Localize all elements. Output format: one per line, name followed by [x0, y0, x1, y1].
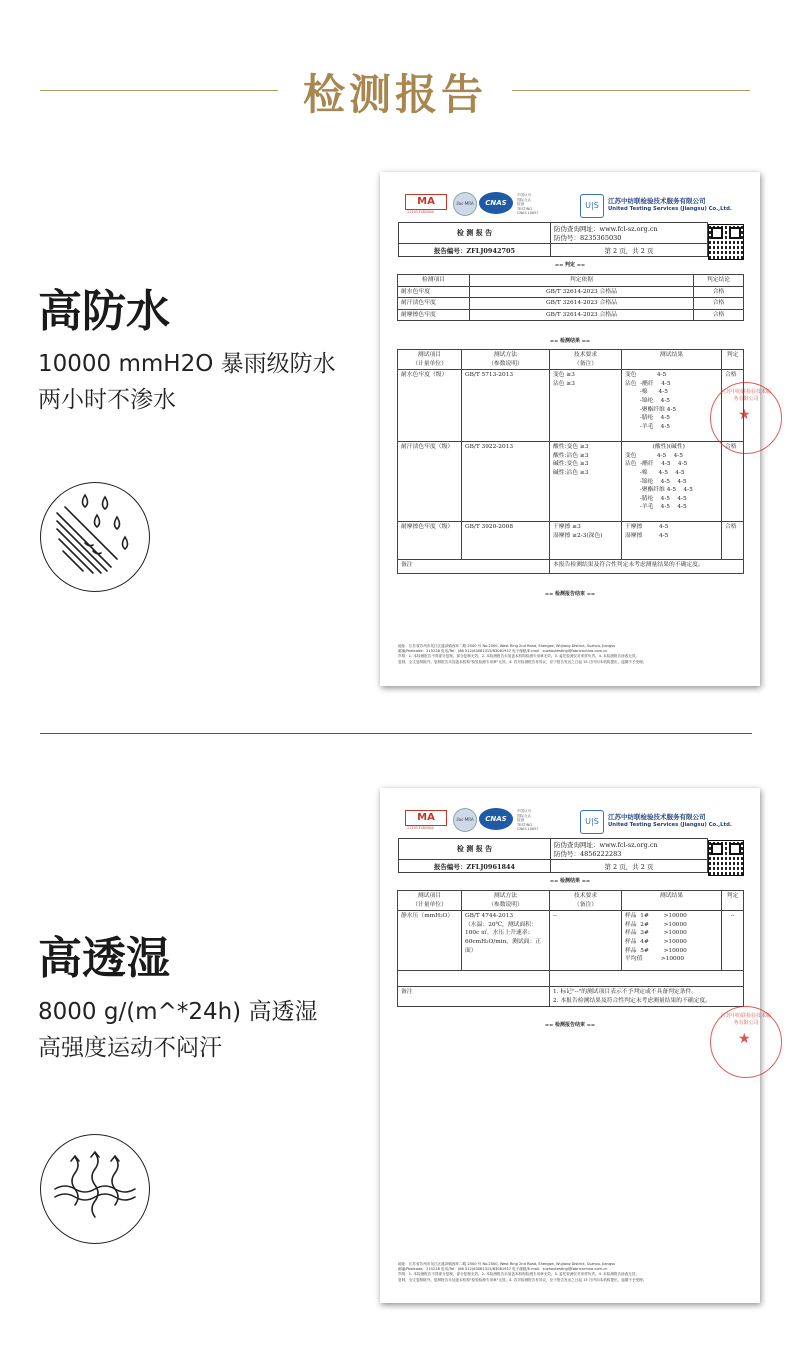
stamp-text: 江苏中纺联检验技术服务有限公司 [720, 389, 771, 402]
table-cell: 合格 [694, 286, 744, 298]
table-cell: -- [550, 911, 622, 971]
desc-line: 10000 mmH2O 暴雨级防水 [38, 351, 336, 377]
results-table [397, 349, 744, 574]
table-header: 判定结论 [694, 275, 744, 287]
table-header: 测试结果 [622, 891, 722, 911]
ma-number: 221011340566 [407, 210, 434, 214]
remark-line: 2. 本报告检测结果及符合性判定未考虑测量结果的不确定度。 [553, 997, 712, 1004]
table-cell: GB/T 3920-2008 [462, 522, 550, 560]
qr-code [708, 840, 744, 876]
table-row [398, 911, 744, 971]
report-header-table [398, 222, 708, 257]
anti-fake-number: 防伪号：4856222283 [554, 850, 622, 858]
table-cell: 合格 [722, 442, 744, 522]
table-cell: GB/T 3922-2013 [462, 442, 550, 522]
page-number: 第 2 页，共 2 页 [551, 244, 708, 257]
anti-fake-number: 防伪号：8235365030 [554, 234, 622, 242]
qr-code [708, 224, 744, 260]
table-row [398, 298, 744, 310]
table-cell: 样品 1# >10000 样品 2# >10000 样品 3# >10000 样品 4# >10000 样品 5# >10000 平均值 >10000 [622, 911, 722, 971]
official-stamp [710, 1006, 782, 1078]
ilac-mra-logo: ilac-MRA [453, 808, 477, 832]
query-site [551, 839, 708, 860]
results-separator: == 检测结果 == [549, 338, 591, 344]
table-cell: 合格 [694, 298, 744, 310]
ma-logo: MA [405, 810, 447, 826]
page-title: 检测报告 [302, 70, 487, 119]
table-header: 测试项目 （计量单位） [398, 891, 462, 911]
cnas-small-text: 中国认可 国际互认 检测 TESTING CNAS L0657 [517, 809, 539, 831]
table-header: 测试结果 [622, 350, 722, 370]
table-cell: 变色 ≥3 沾色 ≥3 [550, 370, 622, 442]
test-report-2 [380, 788, 771, 1303]
table-row [398, 370, 744, 442]
table-header-row [398, 891, 744, 911]
remark-label: 备注 [398, 987, 550, 1007]
footer-line: 邮编/Postcode：215228 电话/Tel：(86 512)63081315/63081937 电子邮箱/E-mail：suzhoutesting@fabricschina.com.cn [398, 1267, 608, 1272]
table-header: 测试方法 （参数说明） [462, 350, 550, 370]
cnas-logo: CNAS [479, 192, 513, 214]
footer-line: 声明：1. 本检测报告不得部分复制，部分复制无效。2. 本检测报告未加盖本机构检测专用章无效。3. 委托检测仅对来样负责。4. 本检测报告涂改无效。 [398, 1272, 640, 1277]
stamp-text: 江苏中纺联检验技术服务有限公司 [720, 1013, 771, 1026]
section-desc-waterproof [38, 346, 378, 418]
query-site [551, 223, 708, 244]
remark-row [398, 987, 744, 1007]
report-number: 报告编号：ZFLJ0942705 [399, 244, 551, 257]
table-cell: 耐汗渍色牢度（级） [398, 442, 462, 522]
footer-line: 地址：江苏省苏州市吴江区盛泽镇西环二路 2500 号 No.2500, West Ring 2nd Road, Shengze, Wujiang District, Suzhou, Jiangsu [398, 644, 616, 648]
desc-line: 两小时不渗水 [38, 387, 176, 413]
table-cell: GB/T 5713-2013 [462, 370, 550, 442]
table-cell: 变色 4-5 沾色 -醋纤 4-5 -棉 4-5 -锦纶 4-5 -聚酯纤维 4-5 -腈纶 4-5 -羊毛 4-5 [622, 370, 722, 442]
section-divider [40, 733, 752, 734]
table-header: 测试方法 （参数说明） [462, 891, 550, 911]
desc-line: 8000 g/(m^*24h) 高透湿 [38, 999, 318, 1025]
uts-logo-icon: U|S [580, 810, 604, 834]
company-name-en: United Testing Services (Jiangsu) Co.,Ltd. [608, 206, 732, 212]
company-name-cn: 江苏中纺联检验技术服务有限公司 [608, 813, 706, 821]
table-header: 技术要求 （备注） [550, 891, 622, 911]
table-cell: GB/T 4744-2013 （水温：20℃，测试面积： 100c ㎡，水压上升速率： 60cmH₂O/min，测试面：正 面） [462, 911, 550, 971]
end-separator: == 检测报告结束 == [544, 591, 596, 597]
company-brand [580, 194, 745, 218]
remark-row [398, 560, 744, 574]
query-site-text: 防伪查询网址：www.fcl-sz.org.cn [554, 841, 658, 849]
certification-logos [405, 192, 545, 214]
report-footer [398, 644, 744, 665]
cnas-small-text: 中国认可 国际互认 检测 TESTING CNAS L0657 [517, 193, 539, 215]
official-stamp [710, 382, 782, 454]
ma-number: 221011340566 [407, 826, 434, 830]
ma-logo: MA [405, 194, 447, 210]
ilac-mra-logo: ilac-MRA [453, 192, 477, 216]
table-cell: 静水压（mmH₂O） [398, 911, 462, 971]
breathable-fabric-icon [40, 1134, 150, 1244]
end-separator: == 检测报告结束 == [544, 1022, 596, 1028]
footer-line: 地址：江苏省苏州市吴江区盛泽镇西环二路 2500 号 No.2500, West Ring 2nd Road, Shengze, Wujiang District, Suzhou, Jiangsu [398, 1262, 616, 1266]
page-number: 第 2 页，共 2 页 [551, 860, 708, 873]
report-label: 检 测 报 告 [399, 839, 551, 860]
footer-line: 邮编/Postcode：215228 电话/Tel：(86 512)63081315/63081937 电子邮箱/E-mail：suzhoutesting@fabricschina.com.cn [398, 649, 608, 654]
company-name-cn: 江苏中纺联检验技术服务有限公司 [608, 197, 706, 205]
table-cell: 耐水色牢度 [398, 286, 470, 298]
remark-line: 1. 标记"--"的测试项目表示不予判定或不具备判定条件。 [553, 989, 698, 996]
table-cell: 干摩擦 ≥3 湿摩擦 ≥2-3(深色) [550, 522, 622, 560]
table-row [398, 971, 744, 987]
table-cell: 耐汗渍色牢度 [398, 298, 470, 310]
table-row [398, 286, 744, 298]
table-header: 判定依据 [470, 275, 694, 287]
table-row [398, 442, 744, 522]
table-cell: 酸性:变色 ≥3 酸性:沾色 ≥3 碱性:变色 ≥3 碱性:沾色 ≥3 [550, 442, 622, 522]
table-cell: 合格 [722, 370, 744, 442]
rain-drops-icon [40, 482, 150, 592]
uts-logo-icon: U|S [580, 194, 604, 218]
table-header: 判定 [722, 891, 744, 911]
table-header: 测试项目 （计量单位） [398, 350, 462, 370]
section-desc-breathable [38, 994, 378, 1066]
table-cell: GB/T 32614-2023 合格品 [470, 286, 694, 298]
header-line-right [512, 90, 750, 91]
table-header: 判定 [722, 350, 744, 370]
table-cell: 耐摩擦色牢度（级） [398, 522, 462, 560]
table-cell: 合格 [722, 522, 744, 560]
table-cell: GB/T 32614-2023 合格品 [470, 309, 694, 321]
desc-line: 高强度运动不闷汗 [38, 1035, 222, 1061]
test-report-1 [380, 172, 771, 686]
table-cell: (酸性)(碱性) 变色 4-5 4-5 沾色 -醋纤 4-5 4-5 -棉 4-5 4-5 -锦纶 4-5 4-5 -聚酯纤维 4-5 4-5 -腈纶 4-5 4-5 -羊毛 4-5 4-5 [622, 442, 722, 522]
cnas-logo: CNAS [479, 808, 513, 830]
judgement-separator: == 判定 == [554, 262, 586, 268]
table-header: 技术要求 （备注） [550, 350, 622, 370]
footer-line: 复制，全文复制除外。复制报告未加盖本机构"检验检测专用章"无效。4. 若对检测报告有异议，应于报告发出之日起 15 日内向本机构提出，逾期不予受理。 [398, 1277, 647, 1282]
query-site-text: 防伪查询网址：www.fcl-sz.org.cn [554, 225, 658, 233]
footer-line: 声明：1. 本检测报告不得部分复制，部分复制无效。2. 本检测报告未加盖本机构检测专用章无效。3. 委托检测仅对来样负责。4. 本检测报告涂改无效。 [398, 654, 640, 659]
table-cell: 合格 [694, 309, 744, 321]
table-cell: GB/T 32614-2023 合格品 [470, 298, 694, 310]
table-row [398, 309, 744, 321]
judgement-table [397, 274, 744, 321]
company-name-en: United Testing Services (Jiangsu) Co.,Ltd. [608, 822, 732, 828]
table-cell: -- [722, 911, 744, 971]
table-cell: 耐摩擦色牢度 [398, 309, 470, 321]
report-header-table [398, 838, 708, 873]
report-footer [398, 1262, 744, 1283]
footer-line: 复制，全文复制除外。复制报告未加盖本机构"检验检测专用章"无效。4. 若对检测报告有异议，应于报告发出之日起 15 日内向本机构提出，逾期不予受理。 [398, 659, 647, 664]
table-cell: 耐水色牢度（级） [398, 370, 462, 442]
remark-text: 本报告检测结果及符合性判定未考虑测量结果的不确定度。 [550, 560, 744, 574]
star-icon: ★ [738, 1031, 751, 1047]
results-table [397, 890, 744, 1007]
remark-label: 备注 [398, 560, 550, 574]
report-number: 报告编号：ZFLJ0961844 [399, 860, 551, 873]
table-header: 检测项目 [398, 275, 470, 287]
certification-logos [405, 808, 545, 830]
table-row [398, 522, 744, 560]
section-title-waterproof: 高防水 [38, 286, 170, 337]
table-header-row [398, 275, 744, 287]
results-separator: == 检测结果 == [549, 878, 591, 884]
star-icon: ★ [738, 407, 751, 423]
table-cell: 干摩擦 4-5 湿摩擦 4-5 [622, 522, 722, 560]
report-label: 检 测 报 告 [399, 223, 551, 244]
company-brand [580, 810, 745, 834]
remark-text [550, 987, 744, 1007]
section-title-breathable: 高透湿 [38, 933, 170, 984]
table-header-row [398, 350, 744, 370]
